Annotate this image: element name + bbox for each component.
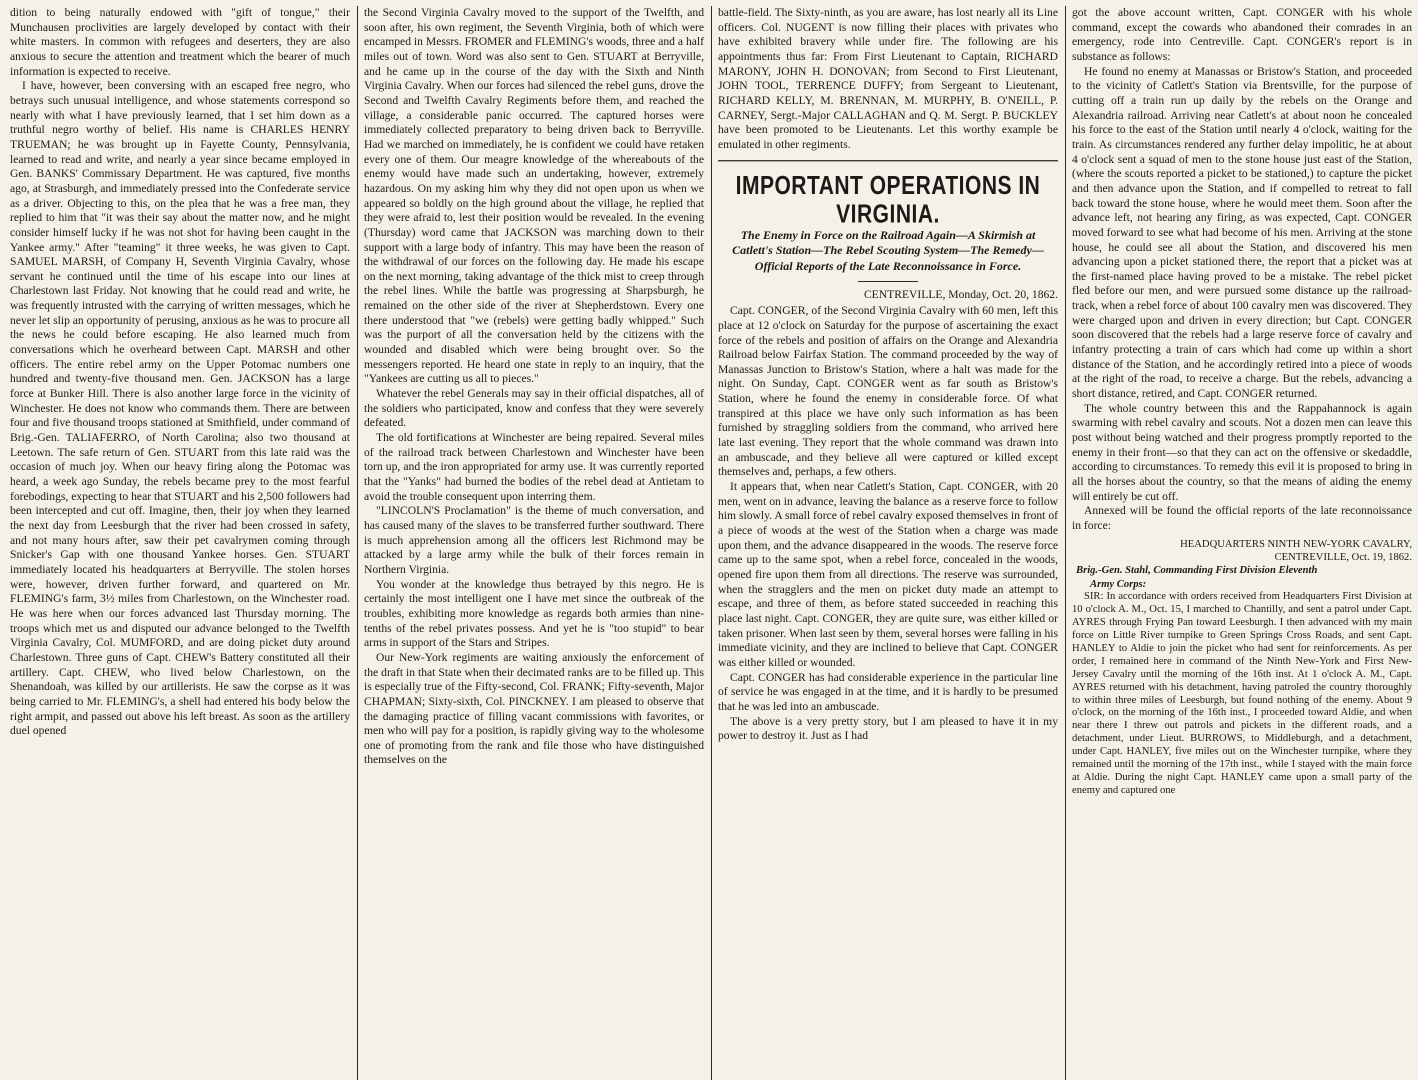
paragraph: It appears that, when near Catlett's Station, Capt. CONGER, with 20 men, went on in advance, leaving the balance as a reserve force to follow him slowly. A small force of rebel cavalry exposed themselves in front of a piece of woods at the west of the Station when a charge was made upon them, and the advance disappeared in the woods. The reserve force came up to the same spot, when a rebel force, concealed in the woods, opened fire upon them from all directions. The reserve was surrounded, when the stragglers and the men on picket duty made an attempt to escape, and three of them, as before stated succeeded in reaching this place last night. Capt. CONGER, they are quite sure, was either killed or taken prisoner. When last seen by them, several horses were falling in his immediate vicinity, and they are inclined to believe that Capt. CONGER was either killed or wounded.: [718, 480, 1058, 669]
dateline: CENTREVILLE, Monday, Oct. 20, 1862.: [863, 287, 1058, 301]
column-4: [1066, 6, 1418, 1080]
paragraph: SIR: In accordance with orders received from Headquarters First Division at 10 o'clock A. M., Oct. 15, I marched to Chantilly, and sent a patrol under Capt. AYRES through Frying Pan toward Leesburgh. I then advanced with my main force on Little River turnpike to Green Springs Cross Roads, and sent Capt. HANLEY to Aldie to join the picket who had sent for reinforcements. As per order, I remained here in command of the Ninth New-York and First New-Jersey Cavalry until the morning of the 16th inst. At 1 o'clock A. M., Capt. AYRES returned with his detachment, having patroled the country thoroughly to within three miles of Leesburgh, but found nothing of the enemy. About 9 o'clock, on the morning of the 16th inst., I proceeded toward Aldie, and when near there I threw out patrols and pickets in the different roads, and a detachment, under Lieut. BURROWS, to Middleburgh, and a detachment, under Capt. HANLEY, five miles out on the Winchester turnpike, where they remained until the morning of the 17th inst., while I stayed with the main force at Aldie. During the night Capt. HANLEY came upon a small party of the enemy and captured one: [1072, 591, 1412, 797]
report-addressee-line2: Army Corps:: [1090, 578, 1147, 590]
paragraph: I have, however, been conversing with an escaped free negro, who betrays such unusual intelligence, and whose statements correspond so nearly with what I have previously learned, that I set him down as a truthful negro worthy of belief. His name is CHARLES HENRY TRUEMAN; he was brought up in Fayette County, Pennsylvania, learned to read and write, and nearly a year since became employed in Gen. BANKS' Commissary Department. He was captured, five months ago, at Strasburgh, and immediately pressed into the Confederate service as a driver. Objecting to this, on the plea that he was a free man, they replied to him that "it was their say about the matter now, and he might consider himself lucky if he was not shot for having been caught in the Yankee army." After "teaming" it three weeks, he was given to Capt. SAMUEL MARSH, of Company H, Seventh Virginia Cavalry, whose servant he continued until the time of his escape into our lines at Charlestown last Friday. Not knowing that he could read and write, he was frequently intrusted with the carrying of written messages, which he never let slip an opportunity of perusing, anxious as he was to procure all the news he could before escaping. He also learned much from conversations which he overheard between Capt. MARSH and other officers. The entire rebel army on the Upper Potomac numbers one hundred and twenty-five thousand men. Gen. JACKSON has a large force at Bunker Hill. There is also another large force in the vicinity of Winchester. He does not know who commands them. There are between four and five thousand troops stationed at Smithfield, under command of Brig.-Gen. TALIAFERRO, of North Carolina; also two thousand at Leetown. The safe return of Gen. STUART from this late raid was the occasion of much joy. When our heavy firing along the Potomac was heard, a week ago Sunday, the rebels became prey to the most fearful forebodings, expecting to hear that STUART and his 2,500 followers had been intercepted and cut off. Imagine, then, their joy when they learned the next day from Leesburgh that the river had been crossed in safety, and not many hours after, saw their pet cavalrymen coming through Snicker's Gap with one thousand Yankee horses. Gen. STUART immediately located his headquarters at Berryville. The stolen horses were, however, driven further forward, and quartered on Mr. FLEMING's farm, 3½ miles from Charlestown, on the Winchester road. He was here when our forces advanced last Thursday morning. The troops which met us and disputed our advance belonged to the Twelfth Virginia Cavalry, Col. MUMFORD, and are doing picket duty around Charlestown. Three guns of Capt. CHEW's Battery constituted all their artillery. Capt. CHEW, who lived below Charlestown, on the Shenandoah, was killed by our artillerists. He saw the corpse as it was being carried to Mr. FLEMING's, a shell had entered his body below the right armpit, and passed out above his left breast. As soon as the artillery duel opened: [10, 79, 351, 738]
column-1: [4, 6, 356, 1080]
paragraph: got the above account written, Capt. CONGER with his whole command, except the cowards who abandoned their comrades in an emergency, rode into Centreville. Capt. CONGER's report is in substance as follows:: [1072, 6, 1412, 63]
paragraph: The above is a very pretty story, but I am pleased to have it in my power to destroy it. Just as I had: [718, 714, 1058, 743]
paragraph: "LINCOLN'S Proclamation" is the theme of much conversation, and has caused many of the slaves to be transferred further southward. There is much apprehension among all the officers lest Richmond may be attacked by a large army while the bulk of their forces remain in Northern Virginia.: [364, 504, 704, 576]
paragraph: dition to being naturally endowed with "gift of tongue," their Munchausen proclivities are largely developed by contact with their white masters. In common with refugees and deserters, they are also anxious to secure the attention and treatment which the bearer of much information is expected to receive.: [10, 6, 350, 78]
paragraph: The old fortifications at Winchester are being repaired. Several miles of the railroad track between Charlestown and Winchester have been torn up, and the iron appropriated for army use. It was currently reported that the "Yanks" had burned the bodies of the rebel dead at Antietam to avoid the trouble consequent upon interring them.: [364, 431, 704, 503]
paragraph: Capt. CONGER, of the Second Virginia Cavalry with 60 men, left this place at 12 o'clock on Saturday for the purpose of ascertaining the exact force of the rebels and position of affairs on the Orange and Alexandria Railroad below Fairfax Station. The command proceeded by the way of Manassas Junction to Bristow's Station, where a halt was made for the night. On Sunday, Capt. CONGER went as far south as Bristow's Station, where he found the enemy in considerable force. Of what transpired at this place we have only such information as has been furnished by straggling soldiers from the command, who arrived here late last evening. They report that the whole command was drawn into an ambuscade, and they believe all were captured or killed except themselves and, perhaps, a few others.: [718, 304, 1058, 479]
report-heading: HEADQUARTERS NINTH NEW-YORK CAVALRY,: [1180, 538, 1412, 550]
column-3: [712, 6, 1064, 1080]
report-addressee: Brig.-Gen. Stahl, Commanding First Division Eleventh: [1076, 565, 1318, 577]
column-2: [358, 6, 710, 1080]
paragraph: Capt. CONGER has had considerable experience in the particular line of service he was engaged in at the time, and it is hardly to be presumed that he was led into an ambuscade.: [718, 670, 1058, 713]
paragraph: Whatever the rebel Generals may say in their official dispatches, all of the soldiers who participated, know and confess that they were severely defeated.: [364, 387, 704, 430]
paragraph: Annexed will be found the official reports of the late reconnoissance in force:: [1072, 504, 1412, 532]
article-subhead: The Enemy in Force on the Railroad Again—A Skirmish at Catlett's Station—The Rebel Scouting System—The Remedy—Official Reports of the Late Reconnoissance in Force.: [732, 227, 1044, 273]
paragraph: He found no enemy at Manassas or Bristow's Station, and proceeded to the vicinity of Catlett's Station via Brentsville, for the purpose of cutting off a train run up daily by the rebels on the Orange and Alexandria railroad. Arriving near Catlett's at about noon he concealed his force to the east of the Station until nearly 4 o'clock, waiting for the train. As circumstances rendered any further delay impolitic, he at about 4 o'clock sent a squad of men to the stone house just east of the Station, (where the scouts reported a picket to be stationed,) to capture the picket and then advance upon the Station, and if compelled to retreat to fall back toward the stone house, where he would meet them. Soon after the advance left, not hearing any firing, as was expected, Capt. CONGER moved forward to see what had become of his men. Arriving at the stone house, he could see all about the Station, and discovered his men advancing upon a picket stationed there, the report that a picket was at the first-named place having proved to be a mistake. The rebel picket fled before our men, and were pursued some distance up the railroad-track, when a rebel force of about 100 cavalry men was discovered. They were charged upon and driven in every direction; but Capt. CONGER soon discovered that the rebels had a large reserve force of cavalry and infantry protecting a train of cars which had come up within a short distance of the Station, and he accordingly retired into a piece of woods at the right of the road, to receive a charge. But the rebels, advancing a short distance, retired, and Capt. CONGER returned.: [1072, 64, 1412, 401]
paragraph: The whole country between this and the Rappahannock is again swarming with rebel cavalry and scouts. Not a dozen men can leave this post without being watched and their progress promptly reported to the enemy in their front—so that they can act on the offensive or skedaddle, according to circumstances. To remedy this evil it is proposed to bring in all the horses about the country, so that the means of aiding the enemy will entirely be cut off.: [1072, 401, 1412, 503]
paragraph: the Second Virginia Cavalry moved to the support of the Twelfth, and soon after, his own regiment, the Seventh Virginia, both of which were encamped in Messrs. FROMER and FLEMING's woods, three and a half miles out of town. Word was also sent to Gen. STUART at Berryville, and he came up in the course of the day with the Sixth and Ninth Virginia Cavalry. When our forces had silenced the rebel guns, drove the Second and Twelfth Cavalry Regiments before them, and reached the village, a considerable panic occurred. The captured horses were immediately collected preparatory to being driven back to Berryville. Had we marched on immediately, he is confident we could have retaken every one of them. Our meagre knowledge of the whereabouts of the enemy would have made such an undertaking, however, extremely hazardous. On my asking him why they did not open upon us when we appeared so boldly on the high ground about the village, he replied that they were afraid to, lest their position would be revealed. In the evening (Thursday) word came that JACKSON was marching down to their support with a large body of infantry. This may have been the reason of the withdrawal of our forces on the following day. He made his escape on the next morning, taking advantage of the thick mist to creep through the rebel lines. While the battle was progressing at Sharpsburgh, he remained on the other side of the river at Shepherdstown. Every one there understood that "we (rebels) were getting badly whipped." Such was the purport of all the conversation held by the citizens with the wounded and disabled which were being brought over. So the messengers reported. He heard one state in reply to an inquiry, that the "Yankees are cutting us all to pieces.": [364, 6, 704, 386]
subhead-divider: [858, 281, 918, 282]
paragraph: Our New-York regiments are waiting anxiously the enforcement of the draft in that State when their decimated ranks are to be filled up. This is especially true of the Fifty-second, Col. FRANK; Fifty-seventh, Major CHAPMAN; Sixty-sixth, Col. PINCKNEY. I am pleased to observe that the damaging practice of filling vacant commissions with favorites, or men who will pay for a position, is rapidly giving way to the wholesome one of promoting from the rank and file those who have distinguished themselves on the: [364, 650, 704, 767]
paragraph: battle-field. The Sixty-ninth, as you are aware, has lost nearly all its Line officers. Col. NUGENT is now filling their places with privates who have exhibited bravery while under fire. The following are his appointments thus far: From First Lieutenant to Captain, RICHARD MARONY, JOHN H. DONOVAN; from Second to First Lieutenant, JOHN TOOL, TERRENCE DUFFY; from Sergeant to Lieutenant, RICHARD KELLY, M. BRENNAN, M. MURPHY, B. O'NEILL, P. CARNEY, Sergt.-Major CALLAGHAN and Q. M. Sergt. P. BUCKLEY have been promoted to be Lieutenants. Let this worthy example be emulated in other regiments.: [718, 6, 1058, 151]
report-dateline: CENTREVILLE, Oct. 19, 1862.: [1274, 552, 1412, 564]
paragraph: You wonder at the knowledge thus betrayed by this negro. He is certainly the most intelligent one I have met since the outbreak of the troubles, exhibiting more knowledge as regards both armies than nine-tenths of the rebel privates possess. And yet he is "too stupid" to bear arms in support of the Stars and Stripes.: [364, 577, 704, 650]
article-headline: IMPORTANT OPERATIONS IN VIRGINIA.: [718, 160, 1058, 229]
